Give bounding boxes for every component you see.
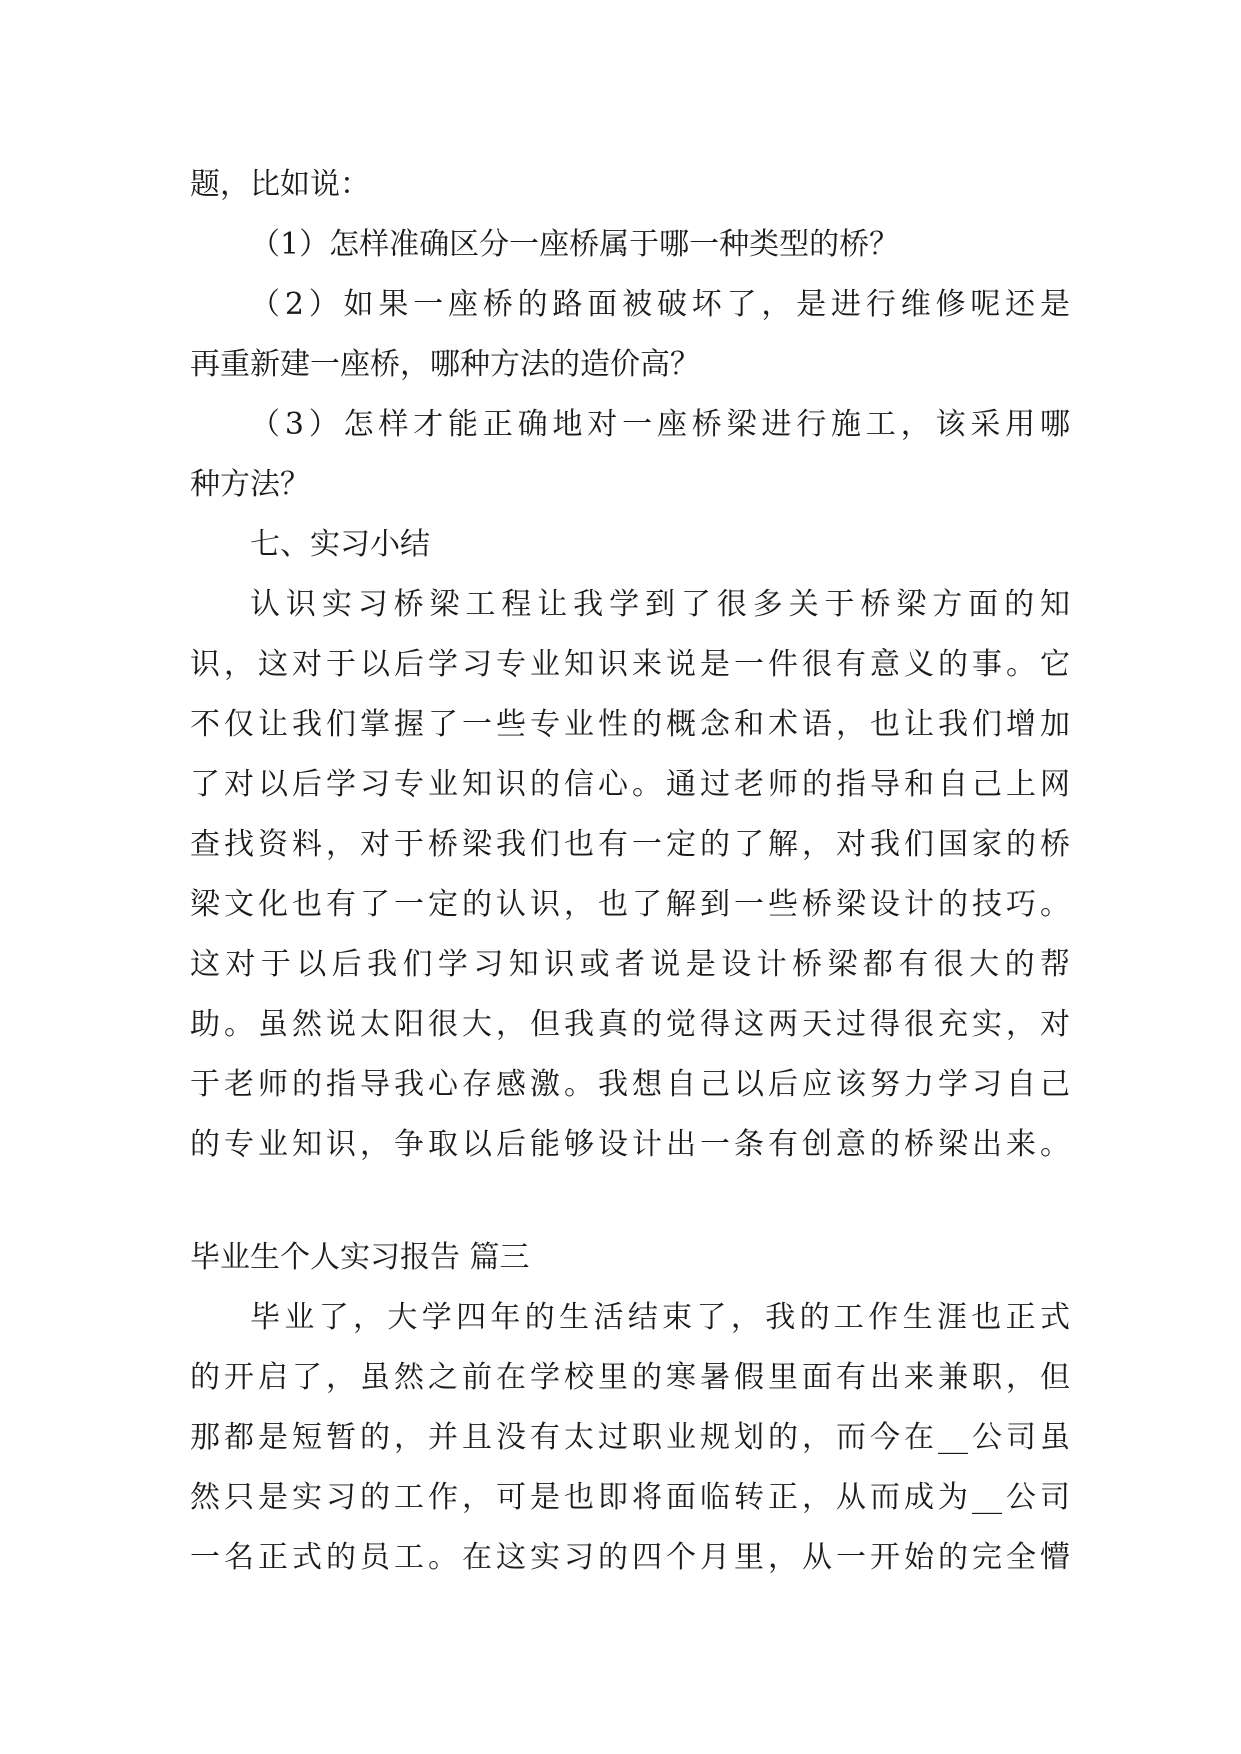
question-3-line: （3）怎样才能正确地对一座桥梁进行施工，该采用哪 bbox=[250, 407, 1070, 442]
summary-line: 这对于以后我们学习知识或者说是设计桥梁都有很大的帮 bbox=[190, 947, 1070, 982]
article-title: 毕业生个人实习报告 篇三 bbox=[190, 1240, 530, 1275]
question-2-line: （2）如果一座桥的路面被破坏了，是进行维修呢还是 bbox=[250, 287, 1070, 322]
article-line: 那都是短暂的，并且没有太过职业规划的，而今在__公司虽 bbox=[190, 1420, 1070, 1455]
summary-line: 识，这对于以后学习专业知识来说是一件很有意义的事。它 bbox=[190, 647, 1070, 682]
article-line: 然只是实习的工作，可是也即将面临转正，从而成为__公司 bbox=[190, 1480, 1070, 1515]
question-2-line: 再重新建一座桥，哪种方法的造价高？ bbox=[190, 347, 700, 382]
article-line: 的开启了，虽然之前在学校里的寒暑假里面有出来兼职，但 bbox=[190, 1360, 1070, 1395]
document-body bbox=[190, 155, 1070, 1588]
article-line: 一名正式的员工。在这实习的四个月里，从一开始的完全懵 bbox=[190, 1540, 1070, 1575]
question-1-line: （1）怎样准确区分一座桥属于哪一种类型的桥？ bbox=[250, 227, 900, 262]
summary-line: 的专业知识，争取以后能够设计出一条有创意的桥梁出来。 bbox=[190, 1127, 1070, 1162]
summary-line: 助。虽然说太阳很大，但我真的觉得这两天过得很充实，对 bbox=[190, 1007, 1070, 1042]
summary-line: 梁文化也有了一定的认识，也了解到一些桥梁设计的技巧。 bbox=[190, 887, 1070, 922]
summary-line: 查找资料，对于桥梁我们也有一定的了解，对我们国家的桥 bbox=[190, 827, 1070, 862]
section-gap bbox=[190, 1175, 1070, 1228]
paragraph-line: 题，比如说： bbox=[190, 167, 370, 202]
summary-line: 于老师的指导我心存感激。我想自己以后应该努力学习自己 bbox=[190, 1067, 1070, 1102]
summary-line: 了对以后学习专业知识的信心。通过老师的指导和自己上网 bbox=[190, 767, 1070, 802]
summary-line: 不仅让我们掌握了一些专业性的概念和术语，也让我们增加 bbox=[190, 707, 1070, 742]
article-line: 毕业了，大学四年的生活结束了，我的工作生涯也正式 bbox=[250, 1300, 1070, 1335]
summary-line: 认识实习桥梁工程让我学到了很多关于桥梁方面的知 bbox=[250, 587, 1070, 622]
section-heading: 七、实习小结 bbox=[250, 527, 430, 562]
question-3-line: 种方法？ bbox=[190, 467, 310, 502]
